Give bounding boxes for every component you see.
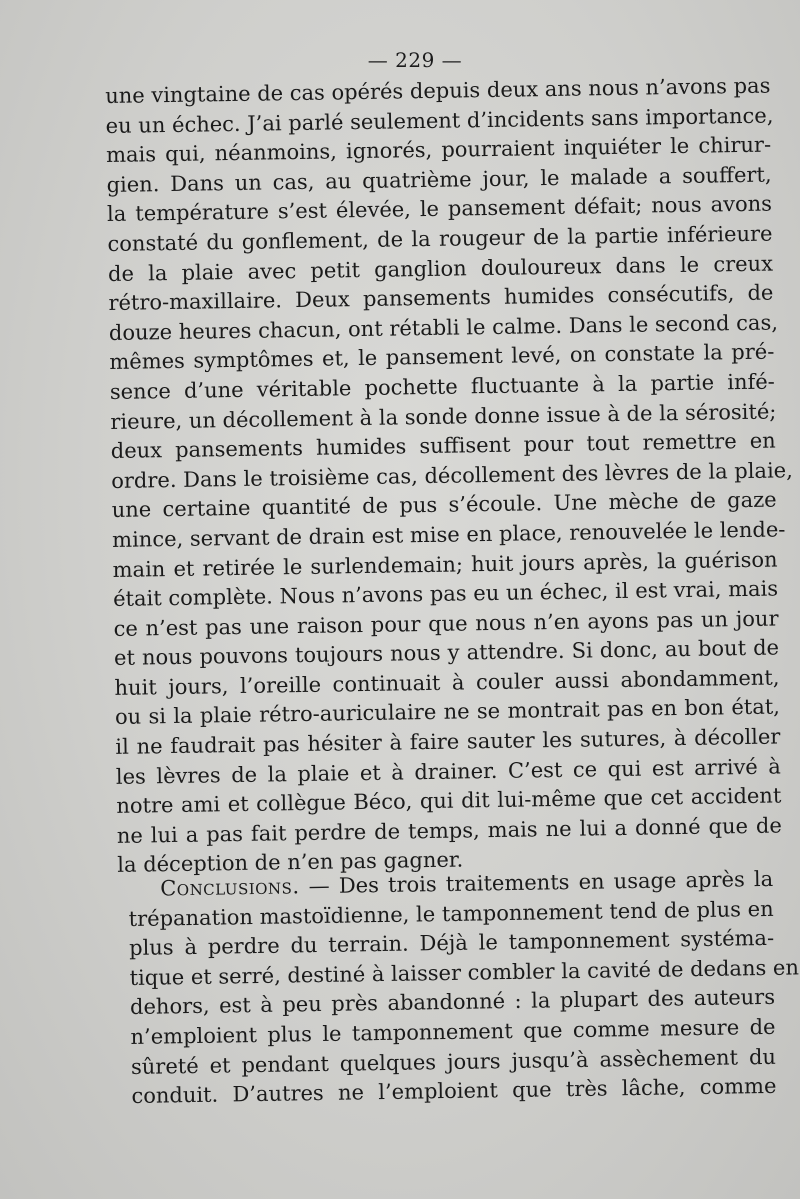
text-line: ordre. Dans le troisième cas, décollement des lèvres de la plaie,: [111, 457, 793, 493]
text-line: deux pansements humides suffisent pour tout remettre en: [110, 428, 776, 464]
text-line: était complète. Nous n’avons pas eu un échec, il est vrai, mais: [112, 576, 779, 612]
text-line: mais qui, néanmoins, ignorés, pourraient inquiéter le chirur-: [105, 132, 772, 168]
text-line: la température s’est élevée, le pansement défait; nous avons: [106, 191, 773, 227]
heading-dash: —: [299, 873, 340, 899]
text-line: rétro-maxillaire. Deux pansements humides consécutifs, de: [108, 280, 774, 316]
text-line: main et retirée le surlendemain; huit jours après, la guérison: [112, 546, 778, 582]
text-line: ou si la plaie rétro-auriculaire ne se montrait pas en bon état,: [114, 694, 781, 730]
text-line: les lèvres de la plaie et à drainer. C’est ce qui est arrivé à: [115, 754, 782, 789]
paragraph-conclusions: [128, 865, 800, 1112]
text-line: gien. Dans un cas, au quatrième jour, le malade a souffert,: [106, 162, 772, 197]
conclusions-heading: Conclusions.: [160, 874, 300, 901]
text-line: sence d’une véritable pochette fluctuante à la partie infé-: [109, 369, 775, 404]
text-line: douze heures chacun, ont rétabli le calme. Dans le second cas,: [108, 310, 779, 345]
text-line: notre ami et collègue Béco, qui dit lui-même que cet accident: [116, 783, 782, 819]
text-line: n’emploient plus le tamponnement que comme mesure de: [130, 1014, 776, 1049]
text-line: sûreté et pendant quelques jours jusqu’à assèchement du: [130, 1044, 777, 1079]
text-line: et nous pouvons toujours nous y attendre. Si donc, au bout de: [113, 635, 780, 671]
text-line: eu un échec. J’ai parlé seulement d’incidents sans importance,: [105, 103, 774, 138]
text-line: huit jours, l’oreille continuait à couler aussi abondamment,: [114, 665, 780, 700]
text-line: ne lui a pas fait perdre de temps, mais ne lui a donné que de: [116, 813, 782, 848]
text-line: dehors, est à peu près abandonné : la plupart des auteurs: [129, 985, 776, 1020]
paragraph-1: [105, 72, 793, 881]
text-line: tique et serré, destiné à laisser combler la cavité de dedans en: [129, 955, 800, 990]
text-line: mêmes symptômes et, le pansement levé, on constate la pré-: [109, 339, 775, 375]
text-line: une certaine quantité de pus s’écoule. Une mèche de gaze: [111, 487, 777, 523]
text-line: plus à perdre du terrain. Déjà le tamponnement systéma-: [128, 926, 775, 961]
text-line: mince, servant de drain est mise en place, renouvelée le lende-: [112, 517, 786, 552]
text-line: rieure, un décollement à la sonde donne issue à de la sérosité;: [110, 399, 777, 434]
text-line: ce n’est pas une raison pour que nous n’en ayons pas un jour: [113, 606, 779, 641]
page-number: — 229 —: [367, 48, 463, 72]
text-line: constaté du gonflement, de la rougeur de la partie inférieure: [107, 221, 773, 256]
text-line-last: la déception de n’en pas gagner.: [117, 847, 464, 878]
text-line: conduit. D’autres ne l’emploient que très lâche, comme: [131, 1073, 777, 1109]
text-line: une vingtaine de cas opérés depuis deux ans nous n’avons pas: [105, 73, 771, 108]
text-line: trépanation mastoïdienne, le tamponnement tend de plus en: [128, 896, 774, 931]
text-line: il ne faudrait pas hésiter à faire sauter les sutures, à décoller: [115, 724, 781, 759]
text-line: de la plaie avec petit ganglion douloureux dans le creux: [107, 251, 774, 286]
conclusions-first-text: Des trois traitements en usage après la: [338, 866, 774, 898]
